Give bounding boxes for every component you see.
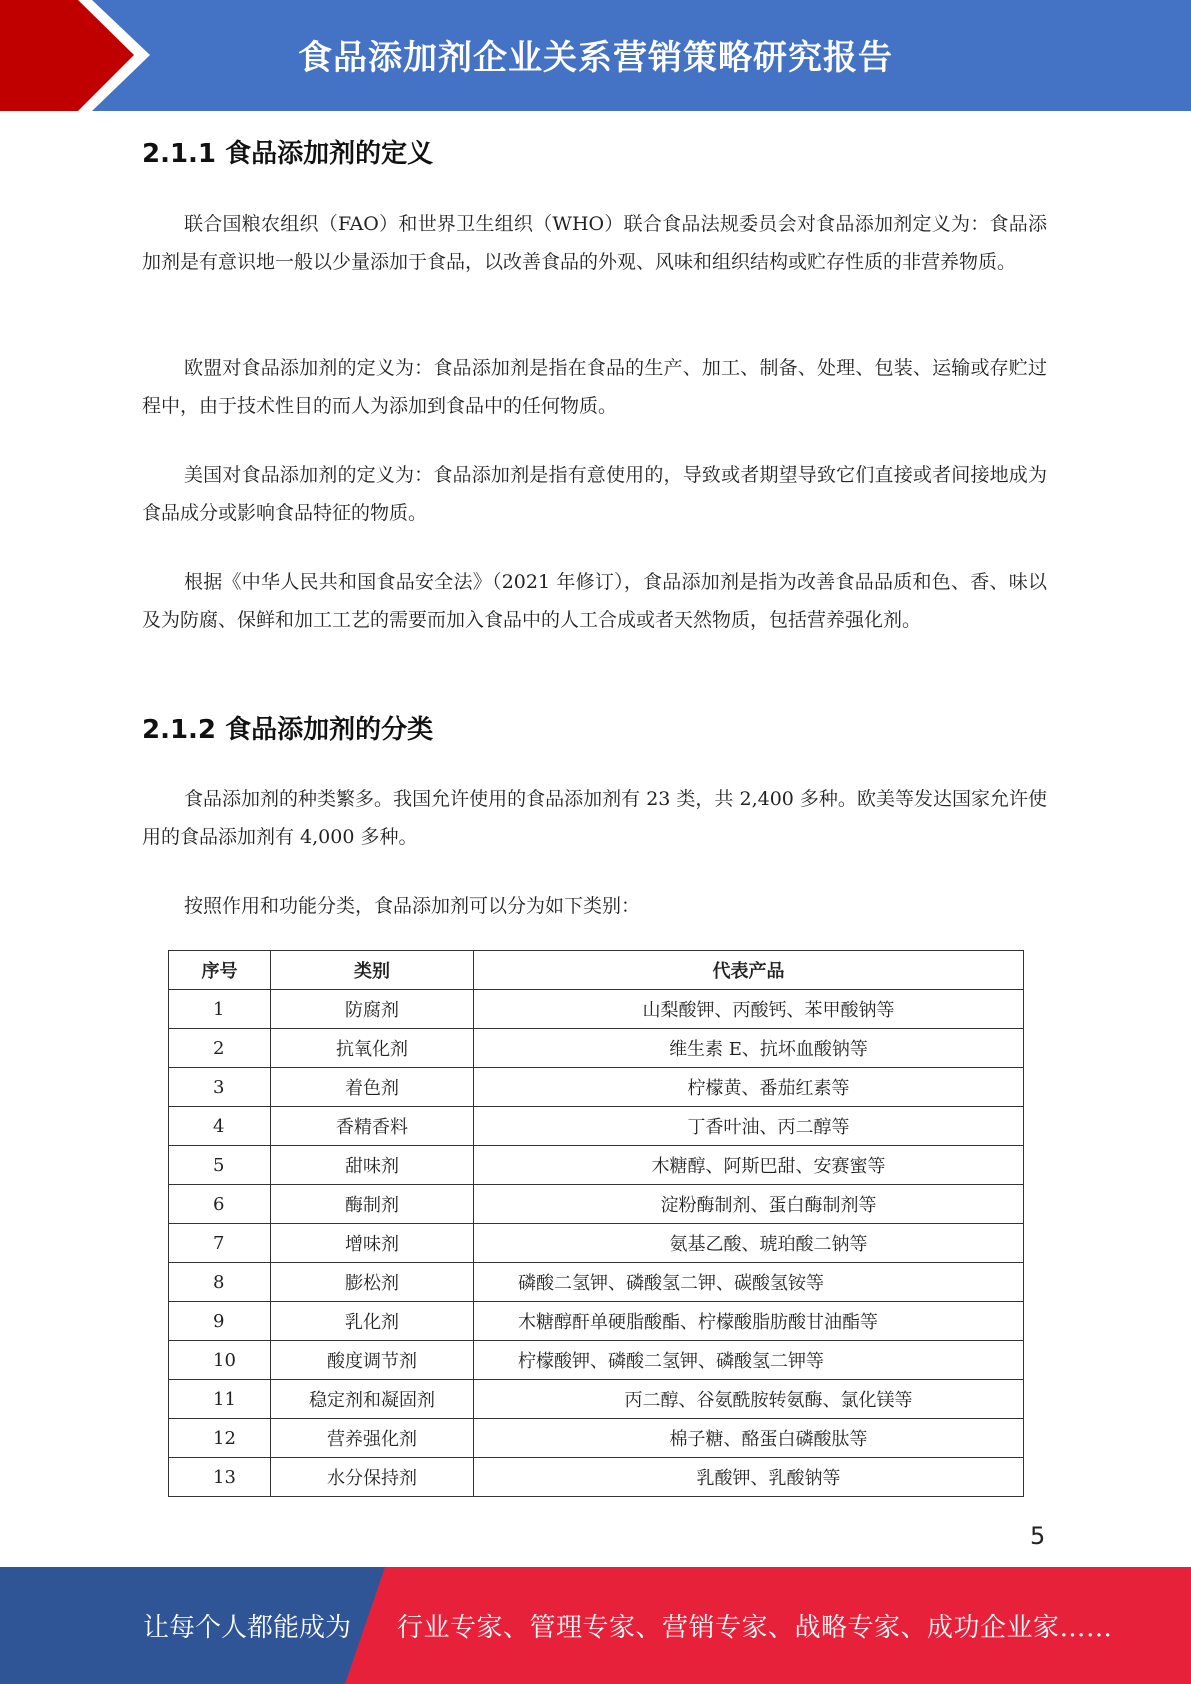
cell-products: 淀粉酶制剂、蛋白酶制剂等	[474, 1185, 1024, 1224]
paragraph-types-count: 食品添加剂的种类繁多。我国允许使用的食品添加剂有 23 类，共 2,400 多种。欧美等发达国家允许使用的食品添加剂有 4,000 多种。	[142, 788, 1047, 848]
report-title: 食品添加剂企业关系营销策略研究报告	[298, 38, 893, 78]
paragraph-table-intro: 按照作用和功能分类，食品添加剂可以分为如下类别：	[184, 895, 641, 917]
cell-serial: 2	[169, 1029, 271, 1068]
table-row	[169, 1146, 1024, 1185]
cell-serial: 3	[169, 1068, 271, 1107]
cell-category: 增味剂	[271, 1224, 474, 1263]
section-heading-classification: 2.1.2 食品添加剂的分类	[142, 715, 434, 745]
cell-category: 营养强化剂	[271, 1419, 474, 1458]
cell-serial: 12	[169, 1419, 271, 1458]
cell-products: 磷酸二氢钾、磷酸氢二钾、碳酸氢铵等	[474, 1263, 1024, 1302]
table-row	[169, 1068, 1024, 1107]
cell-serial: 4	[169, 1107, 271, 1146]
cell-serial: 9	[169, 1302, 271, 1341]
classification-table	[168, 950, 1024, 1497]
paragraph-fao-who: 联合国粮农组织（FAO）和世界卫生组织（WHO）联合食品法规委员会对食品添加剂定义为：食品添加剂是有意识地一般以少量添加于食品，以改善食品的外观、风味和组织结构或贮存性质的非营养物质。	[142, 213, 1047, 273]
table-row	[169, 990, 1024, 1029]
cell-serial: 1	[169, 990, 271, 1029]
cell-products: 棉子糖、酪蛋白磷酸肽等	[474, 1419, 1024, 1458]
cell-products: 木糖醇酐单硬脂酸酯、柠檬酸脂肪酸甘油酯等	[474, 1302, 1024, 1341]
cell-category: 稳定剂和凝固剂	[271, 1380, 474, 1419]
cell-products: 山梨酸钾、丙酸钙、苯甲酸钠等	[474, 990, 1024, 1029]
cell-serial: 6	[169, 1185, 271, 1224]
cell-serial: 10	[169, 1341, 271, 1380]
cell-serial: 8	[169, 1263, 271, 1302]
footer-slogan-left: 让每个人都能成为	[143, 1613, 352, 1643]
cell-products: 氨基乙酸、琥珀酸二钠等	[474, 1224, 1024, 1263]
cell-category: 着色剂	[271, 1068, 474, 1107]
cell-serial: 13	[169, 1458, 271, 1497]
paragraph-usa: 美国对食品添加剂的定义为：食品添加剂是指有意使用的，导致或者期望导致它们直接或者间接地成为食品成分或影响食品特征的物质。	[142, 464, 1047, 524]
cell-serial: 11	[169, 1380, 271, 1419]
page-footer	[0, 1567, 1191, 1684]
cell-products: 丁香叶油、丙二醇等	[474, 1107, 1024, 1146]
cell-category: 甜味剂	[271, 1146, 474, 1185]
table-row	[169, 1185, 1024, 1224]
header-products: 代表产品	[474, 951, 1024, 990]
cell-category: 水分保持剂	[271, 1458, 474, 1497]
table-row	[169, 1380, 1024, 1419]
cell-category: 酶制剂	[271, 1185, 474, 1224]
section-heading-definition: 2.1.1 食品添加剂的定义	[142, 139, 434, 169]
cell-serial: 5	[169, 1146, 271, 1185]
header-category: 类别	[271, 951, 474, 990]
table-row	[169, 1224, 1024, 1263]
table-row	[169, 1263, 1024, 1302]
cell-category: 乳化剂	[271, 1302, 474, 1341]
table-row	[169, 1419, 1024, 1458]
cell-products: 维生素 E、抗坏血酸钠等	[474, 1029, 1024, 1068]
footer-slogan-right: 行业专家、管理专家、营销专家、战略专家、成功企业家……	[397, 1613, 1113, 1643]
cell-category: 膨松剂	[271, 1263, 474, 1302]
paragraph-china-law: 根据《中华人民共和国食品安全法》（2021 年修订），食品添加剂是指为改善食品品质和色、香、味以及为防腐、保鲜和加工工艺的需要而加入食品中的人工合成或者天然物质，包括营养强化剂。	[142, 571, 1047, 631]
page-number: 5	[1030, 1522, 1046, 1550]
cell-products: 木糖醇、阿斯巴甜、安赛蜜等	[474, 1146, 1024, 1185]
paragraph-eu: 欧盟对食品添加剂的定义为：食品添加剂是指在食品的生产、加工、制备、处理、包装、运输或存贮过程中，由于技术性目的而人为添加到食品中的任何物质。	[142, 357, 1047, 417]
cell-products: 乳酸钾、乳酸钠等	[474, 1458, 1024, 1497]
cell-category: 香精香料	[271, 1107, 474, 1146]
table-row	[169, 1107, 1024, 1146]
cell-products: 柠檬酸钾、磷酸二氢钾、磷酸氢二钾等	[474, 1341, 1024, 1380]
header-serial: 序号	[169, 951, 271, 990]
table-header-row	[169, 951, 1024, 990]
cell-products: 丙二醇、谷氨酰胺转氨酶、氯化镁等	[474, 1380, 1024, 1419]
cell-category: 抗氧化剂	[271, 1029, 474, 1068]
page-header	[0, 0, 1191, 111]
cell-products: 柠檬黄、番茄红素等	[474, 1068, 1024, 1107]
table-row	[169, 1341, 1024, 1380]
table-row	[169, 1302, 1024, 1341]
cell-category: 防腐剂	[271, 990, 474, 1029]
table-row	[169, 1458, 1024, 1497]
cell-serial: 7	[169, 1224, 271, 1263]
table-row	[169, 1029, 1024, 1068]
cell-category: 酸度调节剂	[271, 1341, 474, 1380]
